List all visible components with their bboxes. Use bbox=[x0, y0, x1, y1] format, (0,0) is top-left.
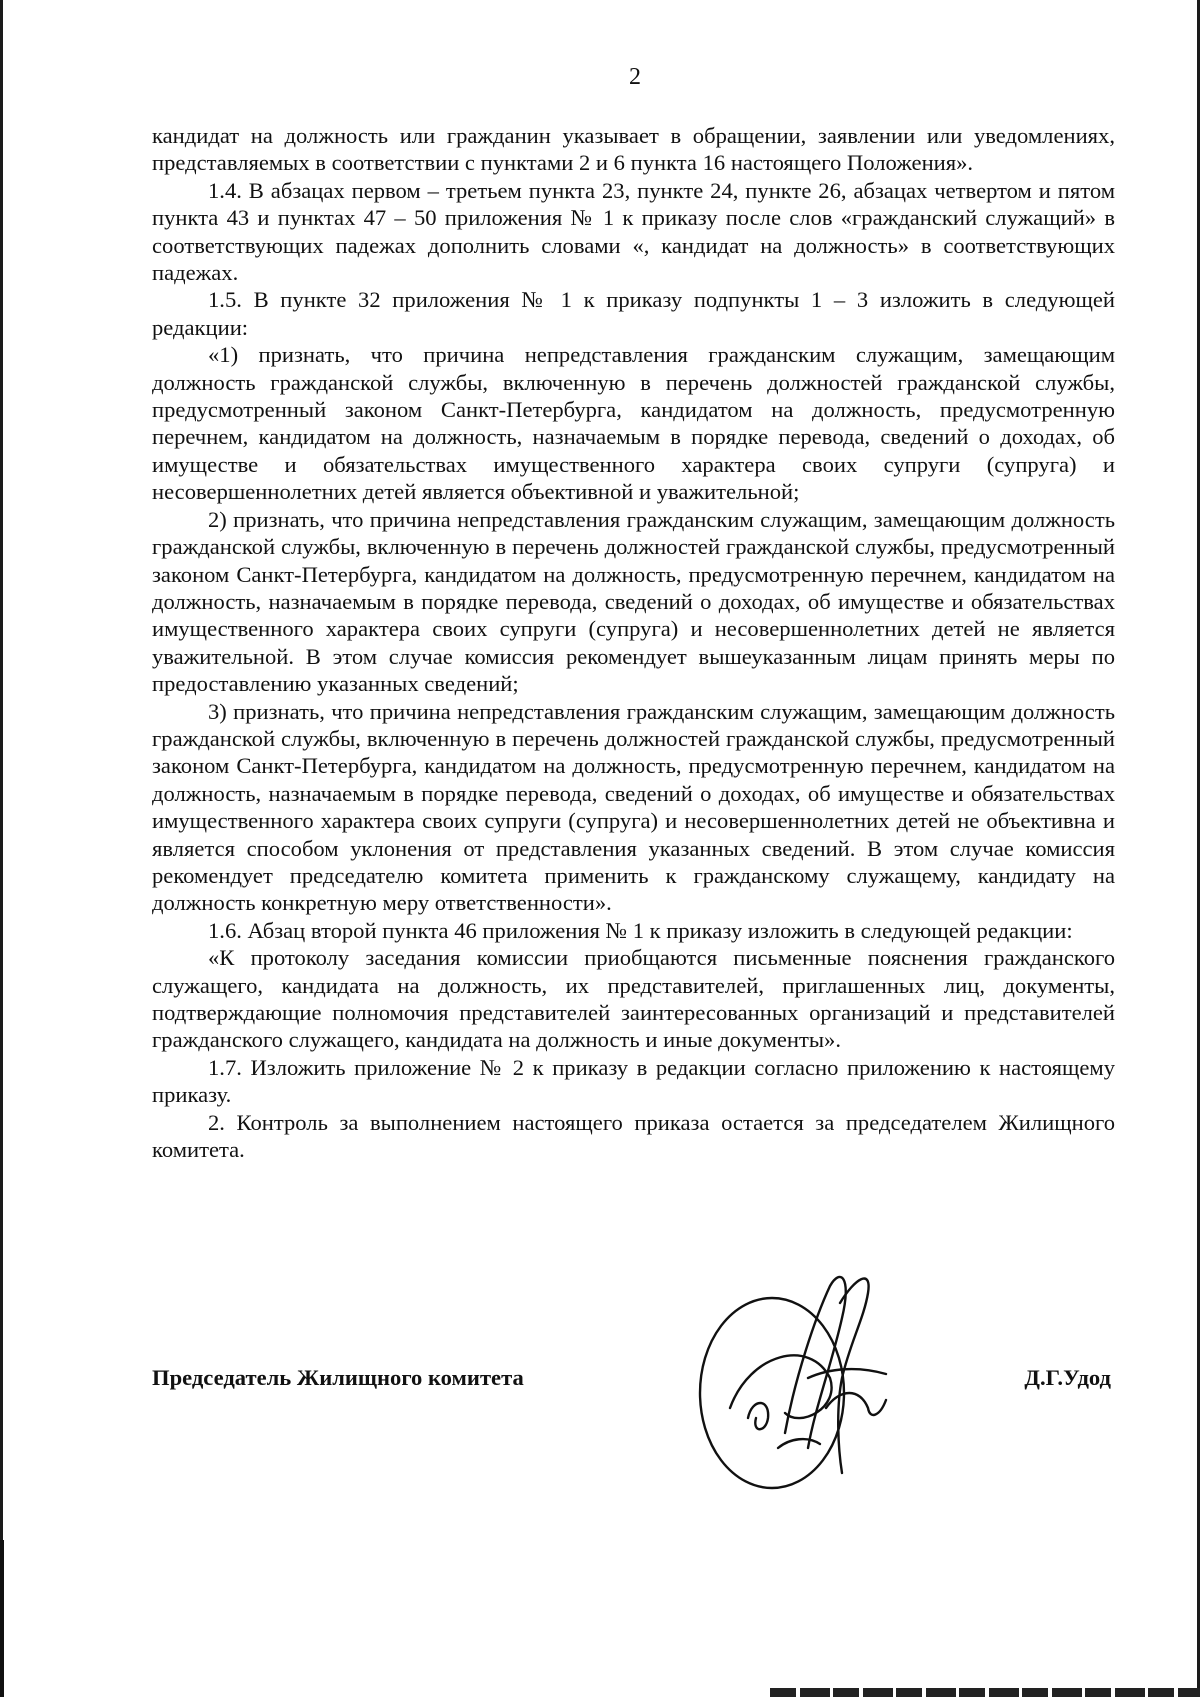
signatory-name: Д.Г.Удод bbox=[1024, 1365, 1111, 1390]
scan-edge-left-artifact bbox=[0, 1540, 4, 1697]
paragraph-subitem-3: 3) признать, что причина непредставления гражданским служащим, замещающим должность гражданской службы, включенную в перечень должностей гражданской службы, предусмотренный законом Санкт-Петербурга, кандидатом на должность, предусмотренную перечнем, кандидатом на должность, назначаемым в порядке перевода, сведений о доходах, об имуществе и обязательствах имущественного характера своих супруги (супруга) и несовершеннолетних детей не объективна и является способом уклонения от представления указанных сведений. В этом случае комиссия рекомендует председателю комитета применить к гражданскому служащему, кандидату на должность конкретную меру ответственности». bbox=[152, 698, 1115, 916]
scan-edge-left bbox=[0, 0, 3, 1697]
paragraph-1-6: 1.6. Абзац второй пункта 46 приложения № 1 к приказу изложить в следующей редакции: bbox=[208, 917, 1073, 943]
scan-bottom-artifact bbox=[770, 1688, 1200, 1697]
paragraph-subitem-2: 2) признать, что причина непредставления гражданским служащим, замещающим должность гражданской службы, включенную в перечень должностей гражданской службы, предусмотренный законом Санкт-Петербурга, кандидатом на должность, предусмотренную перечнем, кандидатом на должность, назначаемым в порядке перевода, сведений о доходах, об имуществе и обязательствах имущественного характера своих супруги (супруга) и несовершеннолетних детей не является уважительной. В этом случае комиссия рекомендует вышеуказанным лицам принять меры по предоставлению указанных сведений; bbox=[152, 506, 1115, 697]
paragraph-2: 2. Контроль за выполнением настоящего приказа остается за председателем Жилищного комитета. bbox=[152, 1109, 1115, 1163]
paragraph-1-5: 1.5. В пункте 32 приложения № 1 к приказу подпункты 1 – 3 изложить в следующей редакции: bbox=[152, 287, 1115, 340]
paragraph-continuation: кандидат на должность или гражданин указывает в обращении, заявлении или уведомлениях, представляемых в соответствии с пунктами 2 и 6 пункта 16 настоящего Положения». bbox=[152, 123, 1115, 176]
paragraph-quote-46: «К протоколу заседания комиссии приобщаются письменные пояснения гражданского служащего, кандидата на должность, их представителей, приглашенных лиц, документы, подтверждающие полномочия представителей заинтересованных организаций и представителей гражданского служащего, кандидата на должность и иные документы». bbox=[152, 945, 1115, 1053]
page-number: 2 bbox=[629, 64, 641, 90]
paragraph-1-7: 1.7. Изложить приложение № 2 к приказу в редакции согласно приложению к настоящему приказу. bbox=[152, 1054, 1115, 1108]
signatory-position: Председатель Жилищного комитета bbox=[152, 1365, 524, 1390]
paragraph-1-4: 1.4. В абзацах первом – третьем пункта 23, пункте 24, пункте 26, абзацах четвертом и пятом пункта 43 и пунктах 47 – 50 приложения № 1 к приказу после слов «гражданский служащий» в соответствующих падежах дополнить словами «, кандидат на должность» в соответствующих падежах. bbox=[152, 177, 1115, 286]
paragraph-subitem-1: «1) признать, что причина непредставления гражданским служащим, замещающим должность гражданской службы, включенную в перечень должностей гражданской службы, предусмотренный законом Санкт-Петербурга, кандидатом на должность, предусмотренную перечнем, кандидатом на должность, назначаемым в порядке перевода, сведений о доходах, об имуществе и обязательствах имущественного характера своих супруги (супруга) и несовершеннолетних детей является объективной и уважительной; bbox=[152, 342, 1115, 505]
document-body bbox=[152, 122, 1115, 1163]
signature-block bbox=[152, 1355, 1115, 1395]
